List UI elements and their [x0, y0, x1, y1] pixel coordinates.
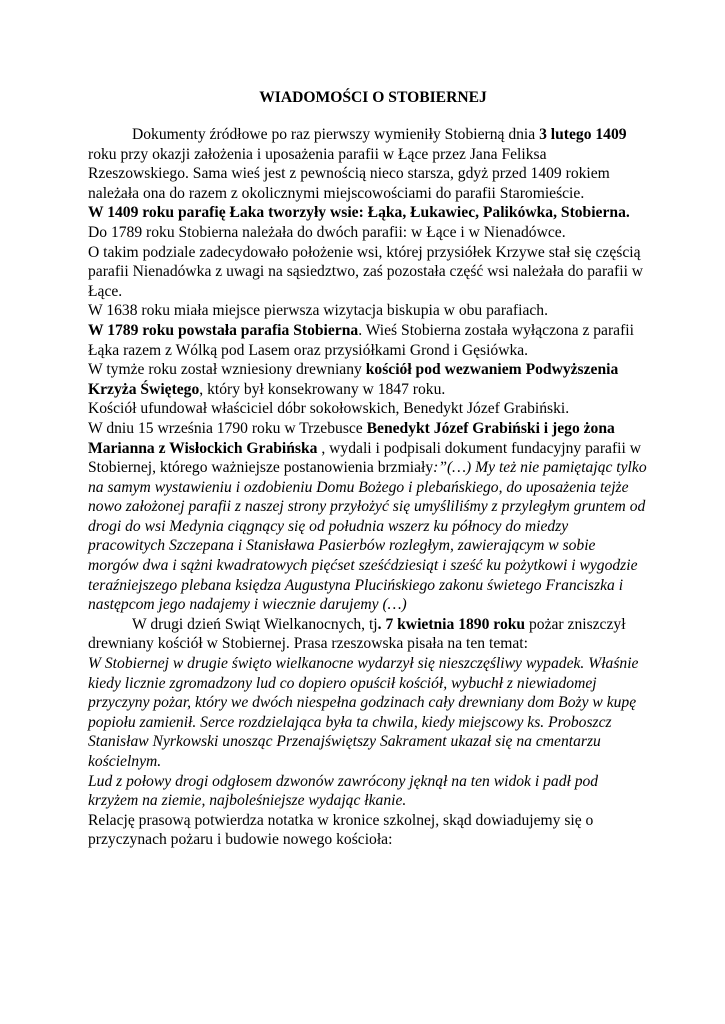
text-run: Dokumenty źródłowe po raz pierwszy wymieniły Stobierną dnia: [132, 126, 540, 143]
church-name-bold: kościół pod wezwaniem Podwyższenia Krzyża Świętego: [88, 361, 619, 398]
paragraph-visitation: W 1638 roku miała miejsce pierwsza wizytacja biskupia w obu parafiach.: [88, 302, 549, 320]
text-run: W tymże roku został wzniesiony drewniany: [88, 361, 366, 379]
paragraph-press-quote-2: [88, 772, 648, 811]
fire-date-bold: . 7 kwietnia 1890 roku: [377, 615, 526, 633]
paragraph-press-quote: [88, 654, 648, 772]
paragraph-foundation-document: [88, 419, 648, 615]
date-bold: 3 lutego 1409: [539, 126, 627, 143]
text-run: pożar zniszczył drewniany kościół w Stobiernej. Prasa rzeszowska pisała na ten temat:: [88, 615, 626, 653]
text-run: roku przy okazji założenia i uposażenia parafii w Łące przez Jana Feliksa Rzeszowskiego. Sama wieś jest z pewnością nieco starsza, gdyż przed 1409 rokiem należała ona do razem z okolicznymi miejscowościami do parafii Staromieście.: [88, 145, 610, 202]
paragraph-founder: Kościół ufundował właściciel dóbr sokołowskich, Benedykt Józef Grabiński.: [88, 400, 570, 418]
paragraph-school-chronicle: Relację prasową potwierdza notatka w kronice szkolnej, skąd dowiadujemy się o przyczynach pożaru i budowie nowego kościoła:: [88, 811, 594, 849]
text-run: W dniu 15 września 1790 roku w Trzebusce: [88, 419, 367, 437]
paragraph-two-parishes: Do 1789 roku Stobierna należała do dwóch parafii: w Łące i w Nienadówce.: [88, 223, 566, 241]
text-run: . Wieś Stobierna została wyłączona z parafii Łąka razem z Wólką pod Lasem oraz przysiółkami Grond i Gęsiówka.: [88, 321, 634, 359]
press-quote: W Stobiernej w drugie święto wielkanocne wydarzył się nieszczęśliwy wypadek. Właśnie kiedy licznie zgromadzony lud co dopiero opuścił kościół, wybuchł z niewiadomej przyczyny pożar, który we dwóch niespełna godzinach cały drewniany dom Boży w kupę popiołu zamienił. Serce rozdzielająca była ta chwila, kiedy miejscowy ks. Proboszcz Stanisław Nyrkowski unosząc Przenajświętszy Sakrament ukazał się na cmentarzu kościelnym.: [88, 655, 639, 770]
founders-bold: Benedykt Józef Grabiński i jego żona Marianna z Wisłockich Grabińska: [88, 419, 615, 457]
paragraph-division: O takim podziale zadecydowało położenie wsi, której przysiółek Krzywe stał się częścią parafii Nienadówka z uwagi na sąsiedztwo, zaś pozostała część wsi należała do parafii w Łące.: [88, 243, 644, 300]
document-page: [88, 88, 648, 850]
text-run: , który był konsekrowany w 1847 roku.: [199, 380, 446, 398]
text-run: , wydali i podpisali dokument fundacyjny parafii w Stobiernej, którego ważniejsze postanowienia brzmiały: [88, 439, 641, 477]
paragraph-first-mention: [88, 125, 648, 203]
paragraph-church-built: [88, 360, 648, 399]
text-run: W drugi dzień Swiąt Wielkanocnych, tj: [132, 615, 378, 633]
bold-statement: W 1409 roku parafię Łaka tworzyły wsie: Łąka, Łukawiec, Palikówka, Stobierna.: [88, 204, 630, 222]
document-body: [88, 125, 648, 850]
paragraph-parish-founded: [88, 321, 648, 360]
paragraph-parish-villages: [88, 203, 648, 223]
bold-statement: W 1789 roku powstała parafia Stobierna: [88, 321, 359, 339]
document-quote: :”(…) My też nie pamiętając tylko na samym wystawieniu i ozdobieniu Domu Bożego i plebańskiego, do uposażenia tejże nowo założonej parafii z naszej strony przyłożyć się umyśliliśmy z przyległym gruntem od drogi do wsi Medynia ciągnący się od południa wszerz ku północy do miedzy pracowitych Szczepana i Stanisława Pasierbów rozległym, zawierającym w sobie morgów dwa i sążni kwadratowych pięćset sześćdziesiąt i sześć ku pożytkowi i wygodzie teraźniejszego plebana księdza Augustyna Plucińskiego zakonu świetego Franciszka i następcom jego nadajemy i wiecznie darujemy (…): [88, 459, 647, 614]
paragraph-fire: [88, 615, 648, 654]
document-title: WIADOMOŚCI O STOBIERNEJ: [259, 89, 487, 106]
press-quote: Lud z połowy drogi odgłosem dzwonów zawrócony jęknął na ten widok i padł pod krzyżem na ziemie, najboleśniejsze wydając łkanie.: [88, 772, 599, 810]
